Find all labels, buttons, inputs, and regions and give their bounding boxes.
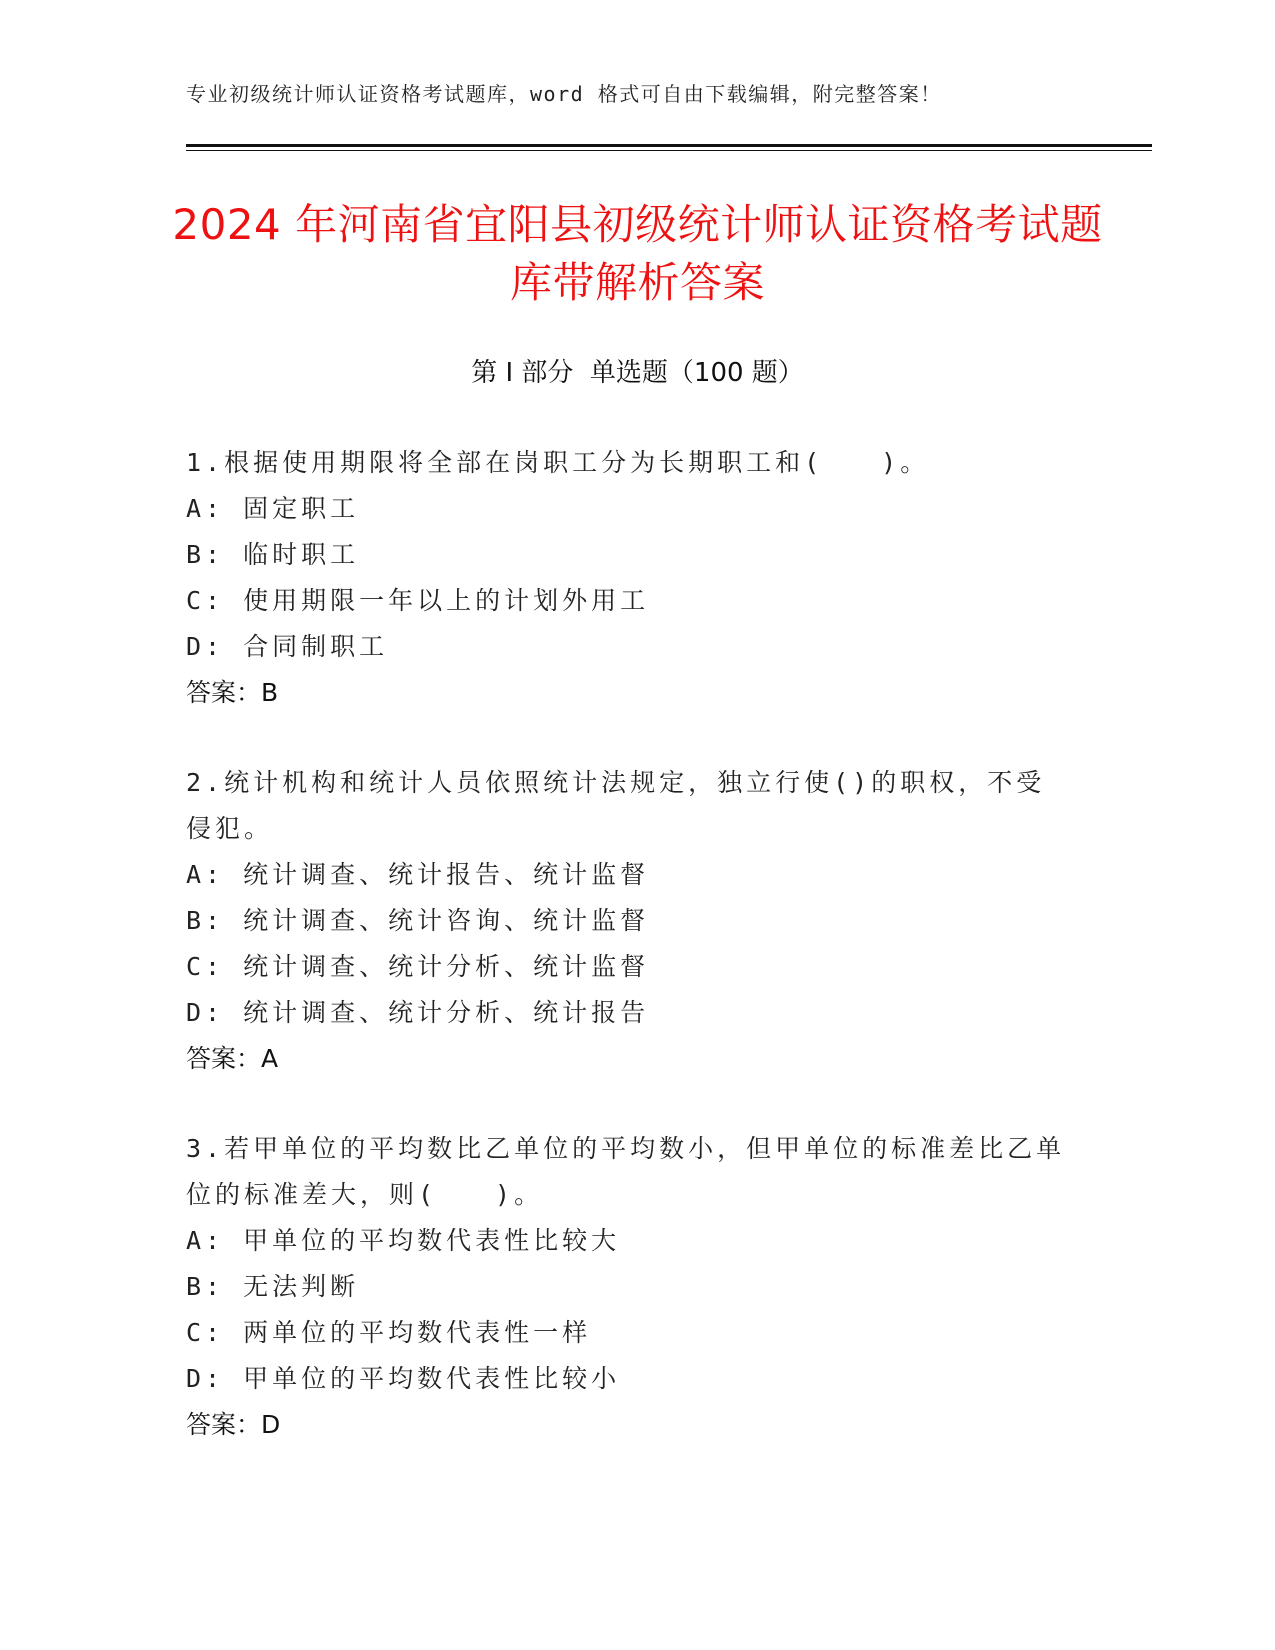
answer-label: 答案：D	[186, 1410, 281, 1439]
document-title: 2024 年河南省宜阳县初级统计师认证资格考试题库带解析答案	[172, 200, 1103, 307]
option-d: D: 合同制职工	[186, 632, 389, 661]
question-stem: 3.若甲单位的平均数比乙单位的平均数小，但甲单位的标准差比乙单位的标准差大，则( )。	[186, 1134, 1066, 1209]
question-stem: 1.根据使用期限将全部在岗职工分为长期职工和( )。	[186, 448, 930, 477]
option-b: B: 无法判断	[186, 1272, 360, 1301]
question-2	[186, 760, 1066, 1082]
option-a: A: 甲单位的平均数代表性比较大	[186, 1226, 621, 1255]
question-list	[186, 440, 1066, 1492]
option-c: C: 两单位的平均数代表性一样	[186, 1318, 592, 1347]
answer-label: 答案：B	[186, 678, 279, 707]
option-c: C: 统计调查、统计分析、统计监督	[186, 952, 650, 981]
header-divider-thin	[186, 150, 1152, 151]
option-a: A: 固定职工	[186, 494, 360, 523]
option-a: A: 统计调查、统计报告、统计监督	[186, 860, 650, 889]
answer-label: 答案：A	[186, 1044, 279, 1073]
option-b: B: 统计调查、统计咨询、统计监督	[186, 906, 650, 935]
question-stem: 2.统计机构和统计人员依照统计法规定，独立行使()的职权，不受侵犯。	[186, 768, 1046, 843]
option-d: D: 甲单位的平均数代表性比较小	[186, 1364, 621, 1393]
option-c: C: 使用期限一年以上的计划外用工	[186, 586, 650, 615]
question-3	[186, 1126, 1066, 1448]
header-note: 专业初级统计师认证资格考试题库，word 格式可自由下载编辑，附完整答案！	[186, 82, 942, 106]
question-1	[186, 440, 1066, 716]
option-d: D: 统计调查、统计分析、统计报告	[186, 998, 650, 1027]
header-divider-thick	[186, 144, 1152, 147]
section-title: 第 I 部分 单选题（100 题）	[471, 358, 804, 388]
option-b: B: 临时职工	[186, 540, 360, 569]
